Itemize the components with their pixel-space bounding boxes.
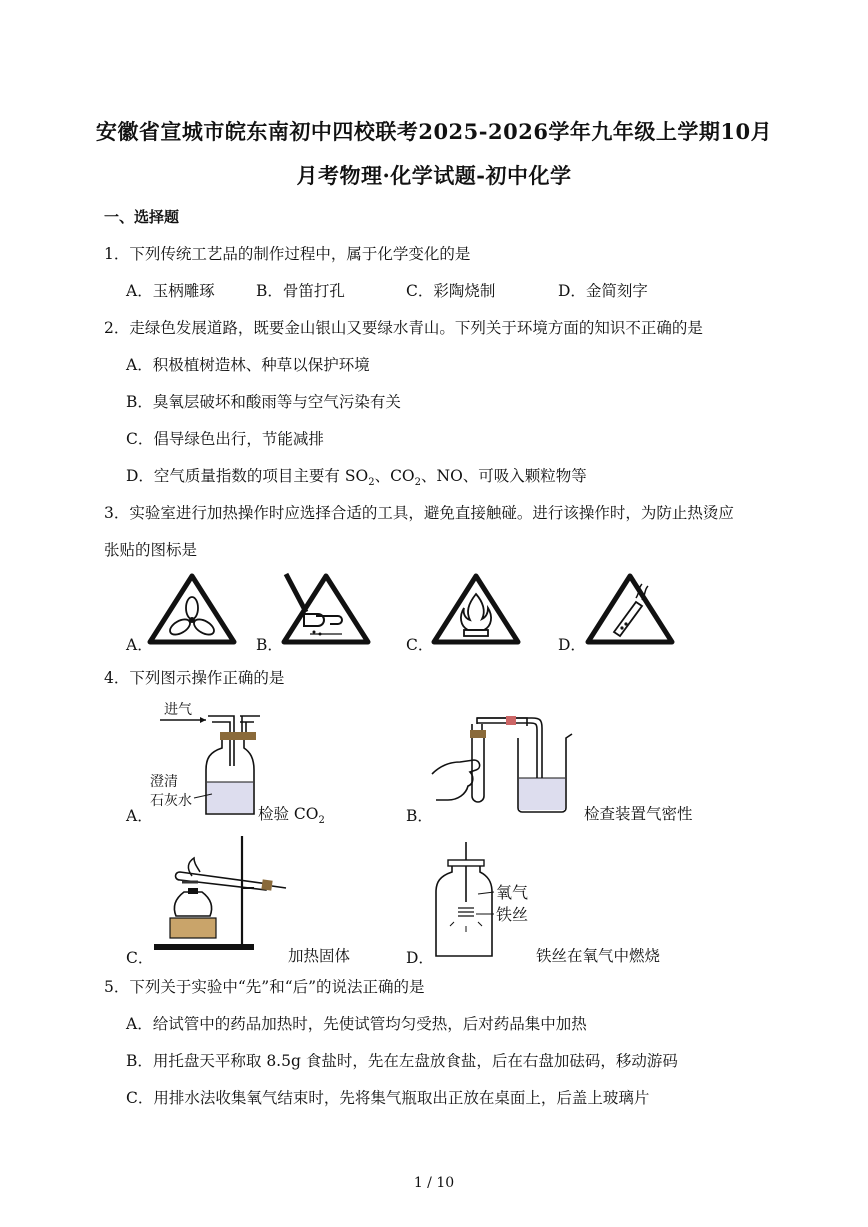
iron-wire-combustion-diagram — [432, 842, 542, 966]
iron-wire-label: 铁丝 — [496, 905, 529, 924]
oxygen-label: 氧气 — [496, 883, 529, 902]
document-title-line1: 安徽省宣城市皖东南初中四校联考2025-2026学年九年级上学期10月 — [95, 119, 773, 144]
question-3-stem-line2: 张贴的图标是 — [104, 541, 198, 559]
question-1-option-d: D．金简刻字 — [558, 282, 648, 300]
liquid-label-line1: 澄清 — [150, 774, 178, 790]
question-1-option-a: A．玉柄雕琢 — [126, 282, 215, 300]
section-heading: 一、选择题 — [104, 208, 180, 226]
page-number: 1 / 10 — [413, 1175, 455, 1191]
question-5-option-b: B．用托盘天平称取 8.5g 食盐时，先在左盘放食盐，后在右盘加砝码，移动游码 — [126, 1052, 678, 1070]
airtightness-check-diagram — [432, 714, 580, 824]
question-4-label-b: B． — [406, 807, 433, 825]
question-2-option-b: B．臭氧层破坏和酸雨等与空气污染有关 — [126, 393, 401, 411]
question-4-label-a: A． — [126, 807, 153, 825]
question-1-option-b: B．骨笛打孔 — [256, 282, 345, 300]
question-5-option-a: A．给试管中的药品加热时，先使试管均匀受热，后对药品集中加热 — [126, 1015, 587, 1033]
question-3-stem-line1: 3．实验室进行加热操作时应选择合适的工具，避免直接触碰。进行该操作时，为防止热烫应 — [104, 504, 734, 522]
question-3-label-c: C． — [406, 636, 434, 654]
question-2-option-a: A．积极植树造林、种草以保护环境 — [126, 356, 370, 374]
question-3-label-a: A． — [126, 636, 153, 654]
question-3-label-b: B． — [256, 636, 283, 654]
question-2-option-d: D．空气质量指数的项目主要有 $SO_2$、$CO_2$、NO、可吸入颗粒物等 — [126, 467, 587, 489]
question-3-label-d: D． — [558, 636, 586, 654]
question-1-option-c: C．彩陶烧制 — [406, 282, 496, 300]
question-4-label-c: C． — [126, 949, 154, 967]
question-4-label-d: D． — [406, 949, 434, 967]
question-4-caption-c: 加热固体 — [288, 947, 351, 965]
question-1-stem: 1．下列传统工艺品的制作过程中，属于化学变化的是 — [104, 245, 471, 263]
question-5-option-c: C．用排水法收集氧气结束时，先将集气瓶取出正放在桌面上，后盖上玻璃片 — [126, 1089, 650, 1107]
gas-washing-bottle-diagram — [150, 698, 262, 820]
question-4-caption-d: 铁丝在氧气中燃烧 — [536, 947, 661, 965]
hot-surface-icon — [280, 572, 372, 646]
question-4-stem: 4．下列图示操作正确的是 — [104, 669, 285, 687]
liquid-label-line2: 石灰水 — [150, 793, 192, 809]
document-title-line2: 月考物理·化学试题-初中化学 — [296, 163, 572, 188]
heating-solid-diagram — [150, 832, 290, 956]
inlet-label: 进气 — [164, 702, 192, 718]
question-4-caption-a: 检验 $CO_2$ — [258, 805, 325, 827]
question-2-option-c: C．倡导绿色出行，节能减排 — [126, 430, 324, 448]
question-4-caption-b: 检查装置气密性 — [584, 805, 693, 823]
flame-hazard-icon — [430, 572, 522, 646]
fan-warning-icon — [146, 572, 238, 646]
question-5-stem: 5．下列关于实验中“先”和“后”的说法正确的是 — [104, 978, 425, 996]
question-2-stem: 2．走绿色发展道路，既要金山银山又要绿水青山。下列关于环境方面的知识不正确的是 — [104, 319, 703, 337]
corrosive-icon — [584, 572, 676, 646]
